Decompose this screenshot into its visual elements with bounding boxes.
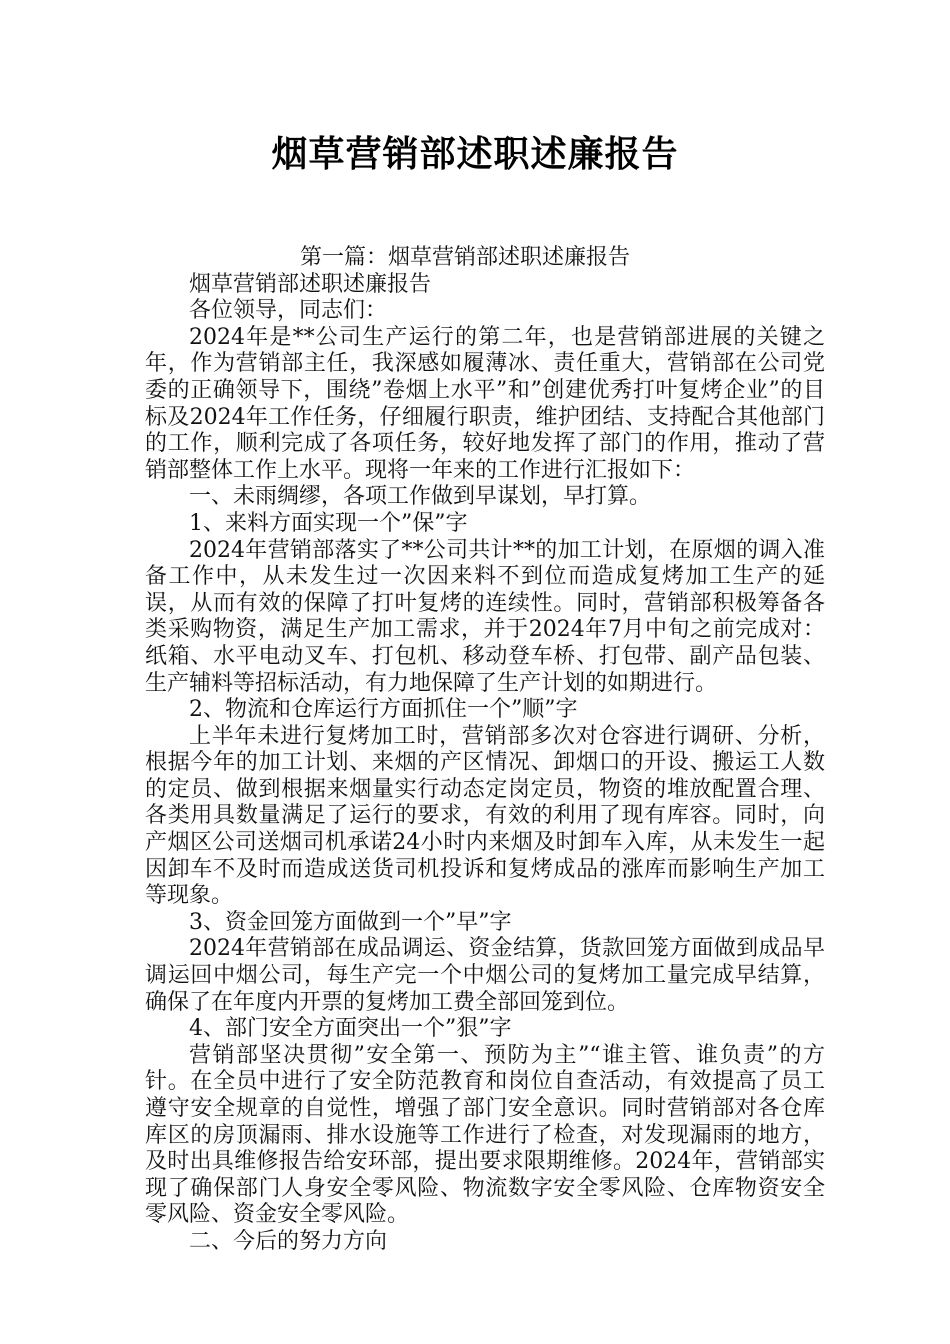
paragraph-4: 营销部坚决贯彻”安全第一、预防为主”“谁主管、谁负责”的方针。在全员中进行了安全防范教育和岗位自查活动，有效提高了员工遵守安全规章的自觉性，增强了部门安全意识。同时营销部对各仓库库区的房顶漏雨、排水设施等工作进行了检查，对发现漏雨的地方，及时出具维修报告给安环部，提出要求限期维修。2024年，营销部实现了确保部门人身安全零风险、物流数字安全零风险、仓库物资安全零风险、资金安全零风险。 [145,1042,825,1228]
paragraph-3: 2024年营销部在成品调运、资金结算，货款回笼方面做到成品早调运回中烟公司，每生产完一个中烟公司的复烤加工量完成早结算，确保了在年度内开票的复烤加工费全部回笼到位。 [145,936,825,1015]
subheading-2: 2、物流和仓库运行方面抓住一个”顺”字 [189,697,578,723]
document-title: 烟草营销部述职述廉报告 [271,134,679,175]
paragraph-2: 上半年未进行复烤加工时，营销部多次对仓容进行调研、分析，根据今年的加工计划、来烟的产区情况、卸烟口的开设、搬运工人数的定员、做到根据来烟量实行动态定岗定员，物资的堆放配置合理、各类用具数量满足了运行的要求，有效的利用了现有库容。同时，向产烟区公司送烟司机承诺24小时内来烟及时卸车入库，从未发生一起因卸车不及时而造成送货司机投诉和复烤成品的涨库而影响生产加工等现象。 [145,723,825,909]
salutation: 各位领导，同志们： [189,298,388,324]
section-heading: 第一篇：烟草营销部述职述廉报告 [299,245,630,270]
heading-part-2: 二、今后的努力方向 [189,1228,388,1254]
subheading-4: 4、部门安全方面突出一个”狠”字 [189,1016,512,1042]
report-subtitle: 烟草营销部述职述廉报告 [189,271,432,297]
document-body [145,245,825,1256]
paragraph-1: 2024年营销部落实了**公司共计**的加工计划，在原烟的调入准备工作中，从未发生过一次因来料不到位而造成复烤加工生产的延误，从而有效的保障了打叶复烤的连续性。同时，营销部积极筹备各类采购物资，满足生产加工需求，并于2024年7月中旬之前完成对：纸箱、水平电动叉车、打包机、移动登车桥、打包带、副产品包装、生产辅料等招标活动，有力地保障了生产计划的如期进行。 [145,537,825,696]
subheading-1: 1、来料方面实现一个”保”字 [189,510,468,536]
heading-part-1: 一、未雨绸缪，各项工作做到早谋划，早打算。 [189,484,652,510]
subheading-3: 3、资金回笼方面做到一个”早”字 [189,909,512,935]
intro-paragraph: 2024年是**公司生产运行的第二年，也是营销部进展的关键之年，作为营销部主任，我深感如履薄冰、责任重大，营销部在公司党委的正确领导下，围绕”卷烟上水平”和”创建优秀打叶复烤企业”的目标及2024年工作任务，仔细履行职责，维护团结、支持配合其他部门的工作，顺利完成了各项任务，较好地发挥了部门的作用，推动了营销部整体工作上水平。现将一年来的工作进行汇报如下： [145,324,825,483]
